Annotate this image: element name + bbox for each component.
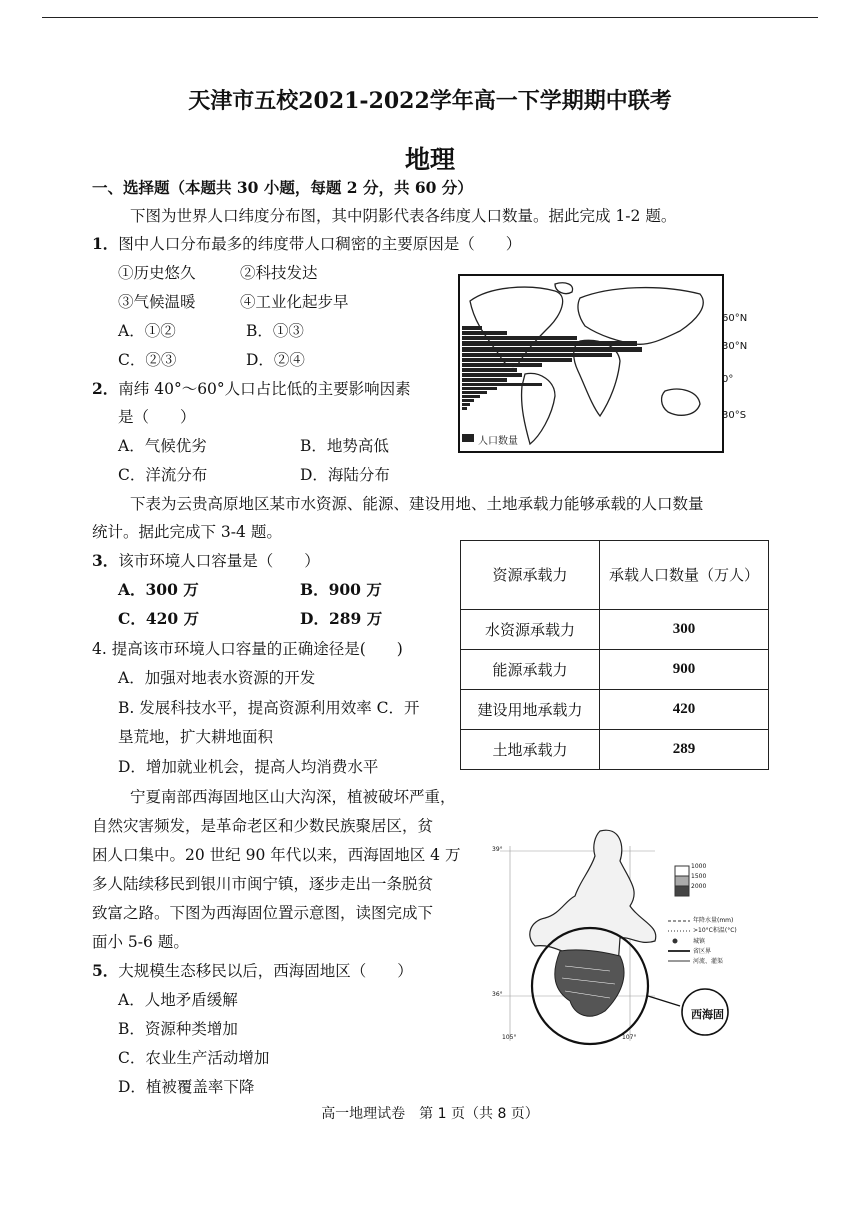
- question-stem: 南纬 40°～60°人口占比低的主要影响因素: [118, 380, 411, 398]
- q3-option-c: C．420 万: [118, 609, 200, 628]
- table-header-cell: [600, 541, 769, 610]
- q1-option-a: A．①②: [118, 322, 176, 340]
- q5-option-c: C．农业生产活动增加: [118, 1049, 270, 1067]
- q2-option-d: D．海陆分布: [300, 466, 390, 484]
- q1-item-4: ④工业化起步早: [240, 293, 349, 311]
- q2-option-b: B．地势高低: [300, 437, 389, 455]
- top-rule: [42, 17, 818, 18]
- table-row: [461, 610, 769, 650]
- table-row: [461, 690, 769, 730]
- q3-option-d: D．289 万: [300, 609, 383, 628]
- table-cell: 420: [600, 690, 769, 730]
- lat-39: 39°: [492, 846, 503, 853]
- exam-title: 天津市五校2021-2022学年高一下学期期中联考: [188, 88, 672, 114]
- legend-river: 河流、灌渠: [693, 958, 724, 965]
- intro-3-4-line1: 下表为云贵高原地区某市水资源、能源、建设用地、土地承载力能够承载的人口数量: [130, 495, 704, 513]
- lon-105: 105°: [502, 1034, 517, 1041]
- xihaigu-label: 西海固: [691, 1008, 724, 1021]
- world-map-graphic: [460, 276, 722, 451]
- carrying-capacity-table: [460, 540, 769, 770]
- question-number: 2．: [92, 379, 119, 398]
- xihaigu-location-map: [490, 826, 740, 1046]
- xihaigu-region: [555, 950, 624, 1016]
- q5-option-b: B．资源种类增加: [118, 1020, 238, 1038]
- q5-option-a: A．人地矛盾缓解: [118, 991, 238, 1009]
- intro-5-6-line3: 困人口集中。20 世纪 90 年代以来，西海固地区 4 万: [92, 846, 461, 864]
- question-stem: 大规模生态移民以后，西海固地区（ ）: [118, 962, 413, 980]
- question-stem: 该市环境人口容量是（ ）: [118, 552, 320, 570]
- question-1: [92, 234, 521, 254]
- eurasia-outline: [578, 288, 703, 345]
- q3-option-b: B．900 万: [300, 580, 382, 599]
- world-population-map: [458, 274, 724, 453]
- lat-label-0: 0°: [722, 374, 734, 385]
- q1-option-d: D．②④: [246, 351, 305, 369]
- legend-town: 城镇: [693, 938, 706, 945]
- intro-3-4-line2: 统计。据此完成下 3-4 题。: [92, 523, 282, 541]
- q4-option-d: D．增加就业机会，提高人均消费水平: [118, 758, 379, 776]
- q2-option-a: A．气候优劣: [118, 437, 207, 455]
- table-cell: 土地承载力: [461, 730, 600, 770]
- q4-option-a: A．加强对地表水资源的开发: [118, 669, 316, 687]
- q4-option-c-cont: 垦荒地，扩大耕地面积: [118, 728, 274, 746]
- q2-option-c: C．洋流分布: [118, 466, 208, 484]
- q5-option-d: D．植被覆盖率下降: [118, 1078, 255, 1096]
- table-cell: 建设用地承载力: [461, 690, 600, 730]
- question-number: 3．: [92, 551, 119, 570]
- table-cell: 水资源承载力: [461, 610, 600, 650]
- table-row: [461, 730, 769, 770]
- table-cell: 289: [600, 730, 769, 770]
- legend-provincial-border: 省区界: [693, 948, 712, 955]
- elev-1000: 1000: [691, 863, 707, 870]
- lat-label-60n: 60°N: [722, 313, 748, 324]
- subject-title: 地理: [404, 145, 455, 174]
- elev-2000: 2000: [691, 883, 707, 890]
- legend-rainfall: 年降水量(mm): [693, 917, 734, 924]
- intro-5-6-line2: 自然灾害频发，是革命老区和少数民族聚居区，贫: [92, 817, 434, 835]
- table-cell: 900: [600, 650, 769, 690]
- table-header-cell: 资源承载力: [461, 541, 600, 610]
- q1-item-1: ①历史悠久: [118, 264, 196, 282]
- question-stem: 图中人口分布最多的纬度带人口稠密的主要原因是（ ）: [118, 235, 522, 253]
- legend-swatch: [462, 434, 474, 442]
- question-5: [92, 961, 413, 981]
- table-cell: 300: [600, 610, 769, 650]
- legend-accumulated-temp: >10°C积温(°C): [693, 927, 737, 934]
- section-heading: 一、选择题（本题共 30 小题，每题 2 分，共 60 分）: [92, 178, 473, 197]
- page-footer: 高一地理试卷 第 1 页（共 8 页）: [321, 1106, 539, 1122]
- q4-option-bc: B. 发展科技水平，提高资源利用效率 C．开: [118, 699, 420, 717]
- q1-option-c: C．②③: [118, 351, 177, 369]
- q1-item-3: ③气候温暖: [118, 293, 196, 311]
- table-cell: 能源承载力: [461, 650, 600, 690]
- q3-option-a: A．300 万: [118, 580, 199, 599]
- table-row: [461, 650, 769, 690]
- lat-label-30n: 30°N: [722, 341, 748, 352]
- q1-option-b: B．①③: [246, 322, 304, 340]
- question-4: 4. 提高该市环境人口容量的正确途径是( ): [92, 640, 403, 658]
- table-header-row: [461, 541, 769, 610]
- map1-legend-label: 人口数量: [478, 436, 518, 447]
- q1-item-2: ②科技发达: [240, 264, 318, 282]
- elev-1500: 1500: [691, 873, 707, 880]
- lat-36: 36°: [492, 991, 503, 998]
- question-number: 1．: [92, 234, 119, 253]
- intro-5-6-line4: 多人陆续移民到银川市闽宁镇，逐步走出一条脱贫: [92, 875, 434, 893]
- question-number: 5．: [92, 961, 119, 980]
- intro-1-2: 下图为世界人口纬度分布图，其中阴影代表各纬度人口数量。据此完成 1-2 题。: [130, 207, 677, 225]
- lat-label-30s: 30°S: [722, 410, 747, 421]
- intro-5-6-line1: 宁夏南部西海固地区山大沟深，植被破坏严重，: [130, 788, 456, 806]
- question-3: [92, 551, 320, 571]
- intro-5-6-line6: 面小 5-6 题。: [92, 933, 189, 951]
- intro-5-6-line5: 致富之路。下图为西海固位置示意图，读图完成下: [92, 904, 434, 922]
- question-2: [92, 379, 411, 399]
- question-2-stem-cont: 是（ ）: [118, 408, 196, 426]
- australia-outline: [662, 389, 700, 415]
- table-header-text: 承载人口数量（万人）: [609, 566, 760, 584]
- lon-107: 107°: [622, 1034, 637, 1041]
